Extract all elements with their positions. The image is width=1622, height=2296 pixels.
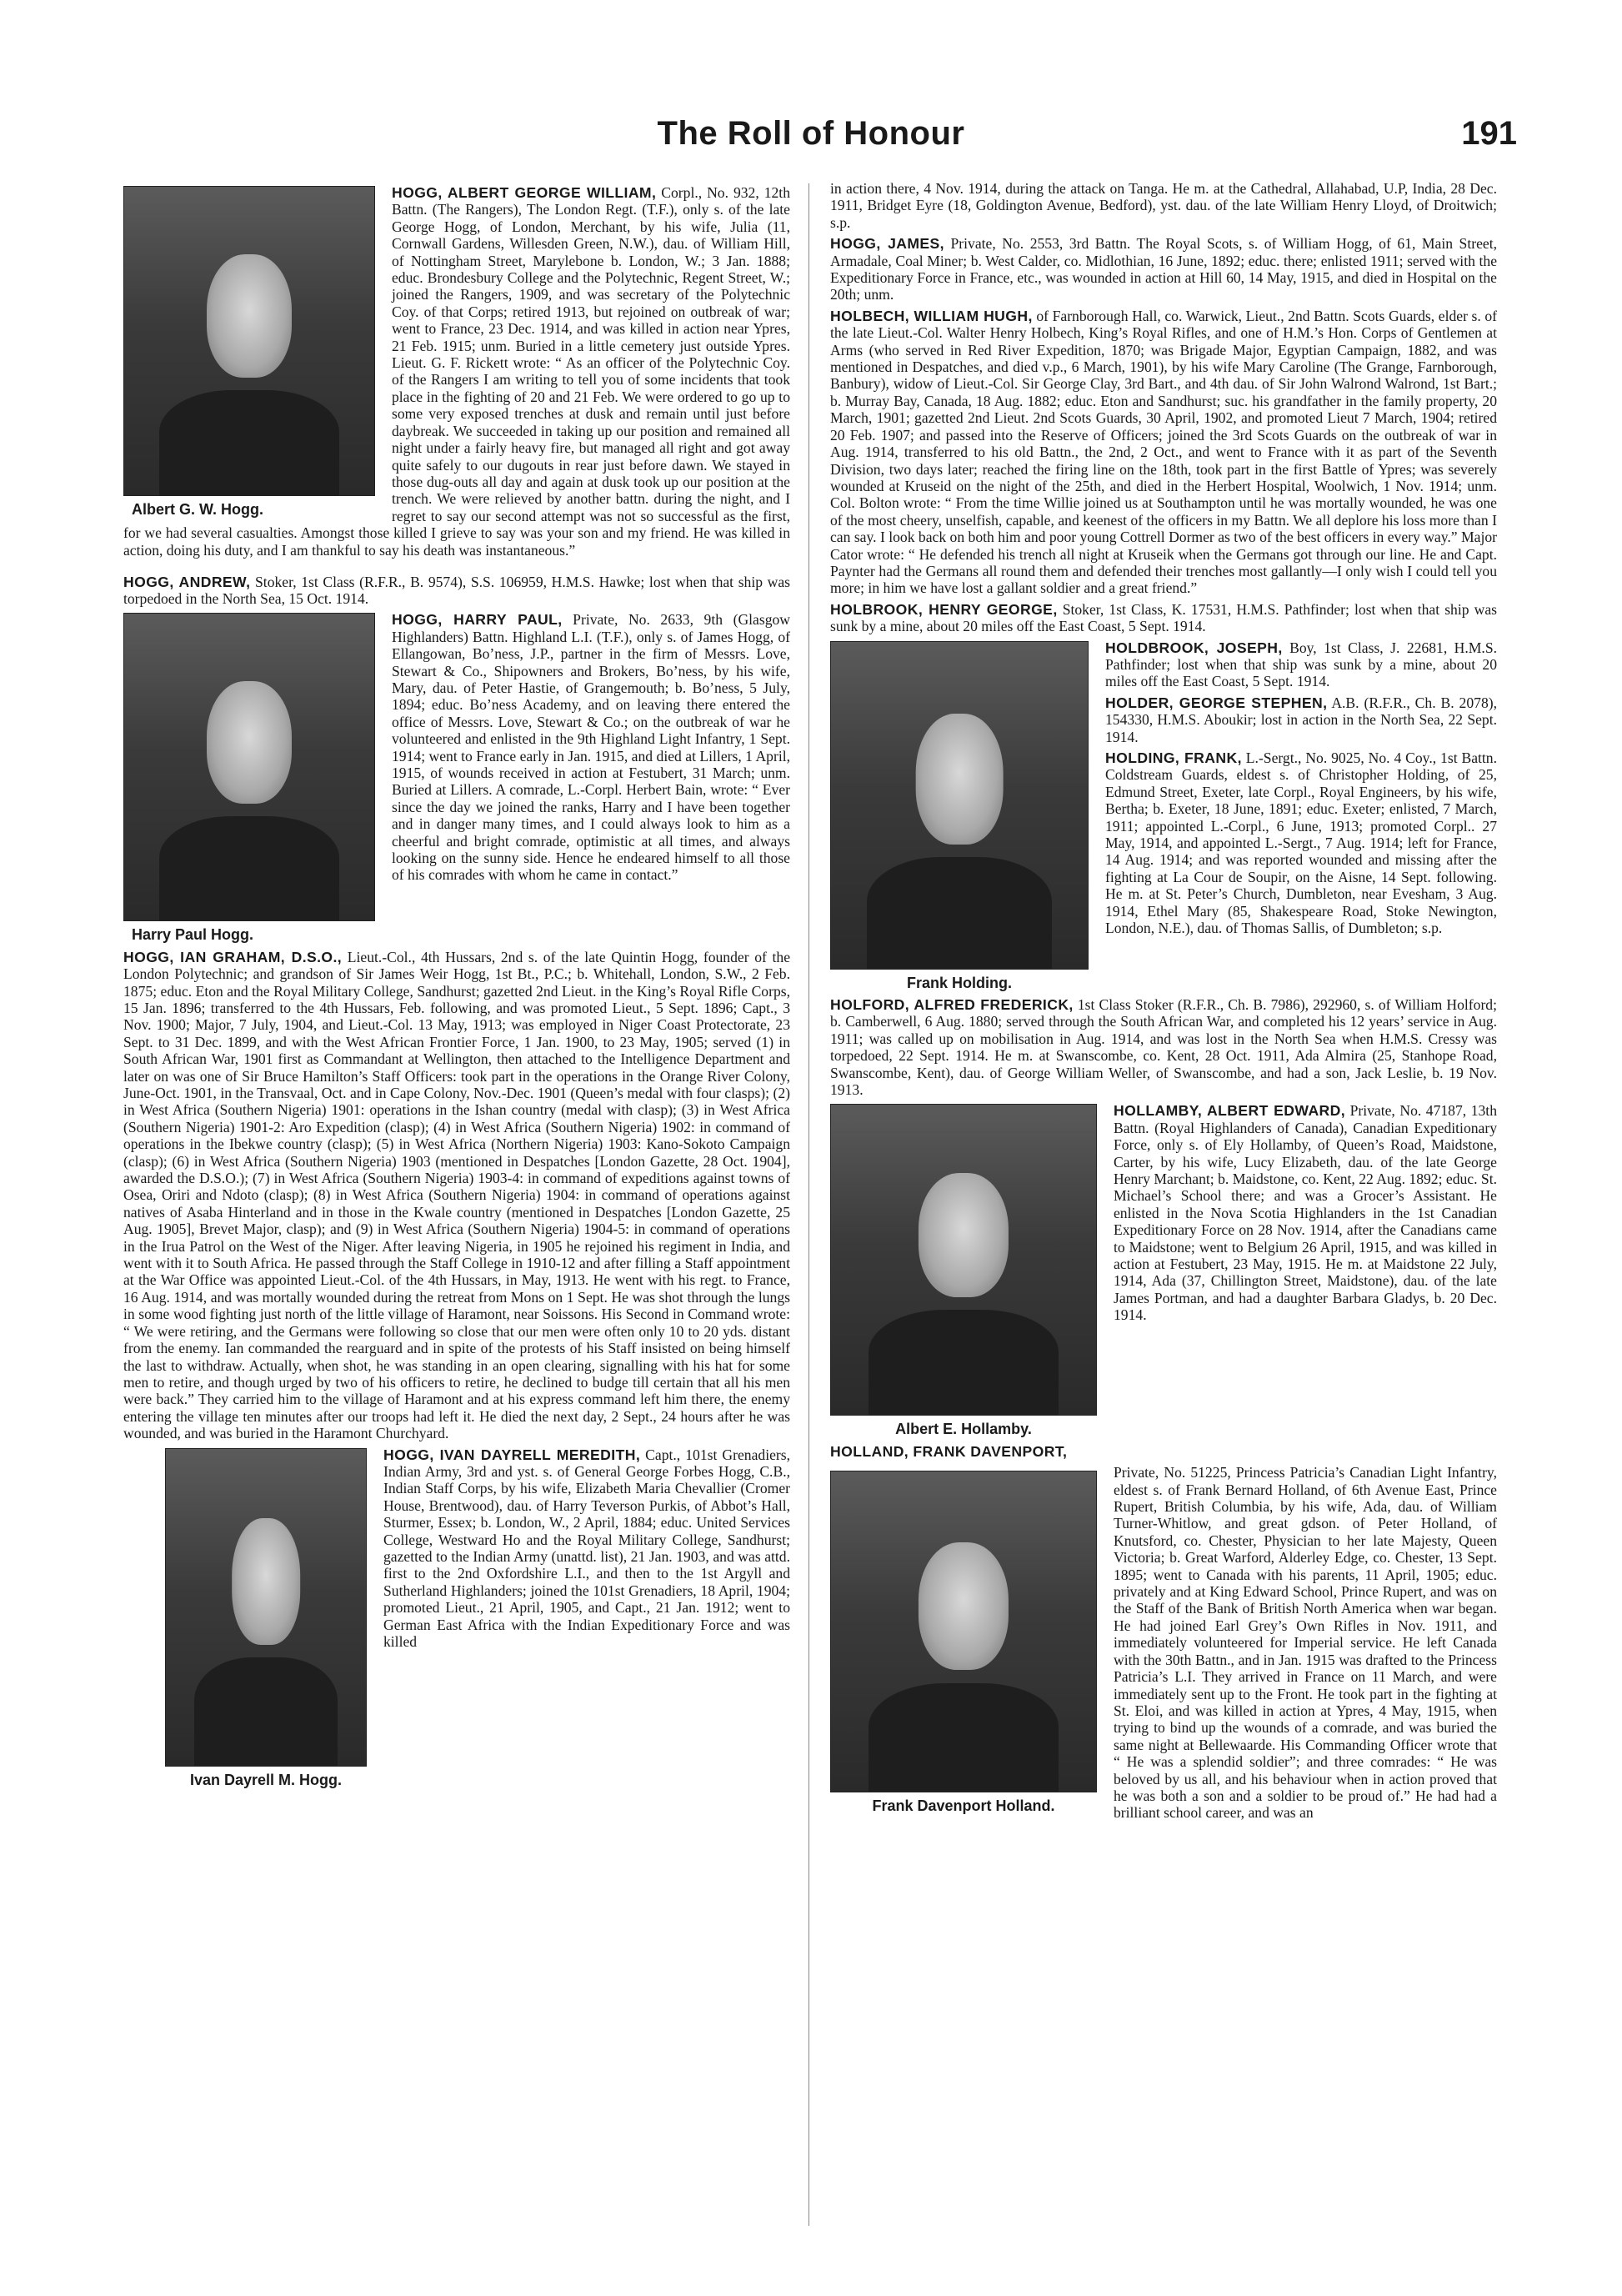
entry-name: HOGG, JAMES, xyxy=(830,235,944,253)
entry-name: HOGG, ALBERT GEORGE WILLIAM, xyxy=(392,184,657,201)
entry-text: Lieut.-Col., 4th Hussars, 2nd s. of the late Quintin Hogg, founder of the London Polytechnic; and grandson of Sir James Weir Hogg, 1st Bt., P.C.; b. Whitehall, London, S.W., 2 Feb. 1875; educ. Eton and the Royal Military College, Sandhurst; gazetted 2nd Lieut. in the King’s Royal Rifle Corps, 15 Jan. 1896; transferred to the 4th Hussars, Feb. following, and was promoted Lieut., 5 Sept. 1896; Capt., 3 Nov. 1900; Major, 7 July, 1904, and Lieut.-Col. 13 May, 1913; was employed in Niger Coast Protectorate, 23 Sept. to 31 Dec. 1899, and with the West African Frontier Force, 1 Jan. 1900, to 23 May, 1905; served (1) in South African War, 1901 first as Commandant at Wellington, then attached to the Intelligence Department and later on was one of Sir Bruce Hamilton’s Staff Officers: took part in the operations in the Orange River Colony, June-Oct. 1901, in the Transvaal, Oct. and in Cape Colony, Nov.-Dec. 1901 (Queen’s medal with four clasps); (2) in West Africa (Southern Nigeria) 1901: operations in the Ishan country (medal with clasp); (3) in West Africa (Southern Nigeria) 1901-2: Aro Expedition (clasp); (4) in West Africa (Southern Nigeria) 1902: in command of operations in the Ibekwe country (clasp); (5) in West Africa (Northern Nigeria) 1903: Kano-Sokoto Campaign (clasp); (6) in West Africa (Southern Nigeria) 1903 (mentioned in Despatches [London Gazette, 28 Oct. 1904], awarded the D.S.O.); (7) in West Africa (Southern Nigeria) 1903-4: in command of expeditions against towns of Osea, Oriri and Ndoto (clasp); (8) in West Africa (Southern Nigeria) 1904: in command of operations against natives of Asaba Hinterland and in those in the Kwale country (mentioned in Despatches [London Gazette, 25 Aug. 1905], Brevet Major, clasp); and (9) in West Africa (Southern Nigeria) 1904-5: in command of operations in the Irua Patrol on the West of the Niger. After leaving Nigeria, in 1905 he rejoined his regiment in India, and went with it to South Africa. He passed through the Staff College in 1910-12 and after filling a Staff appointment at the War Office was appointed Lieut.-Col. of the 4th Hussars, in May, 1913. He went with his regt. to France, 16 Aug. 1914, and was mortally wounded during the retreat from Mons on 1 Sept. He was shot through the lungs in some wood fighting just north of the little village of Haramont, near Soissons. His Second in Command wrote: “ We were retiring, and the Germans were following so close that our men were often only 10 to 20 yds. distant from the enemy. Ian commanded the rearguard and in spite of the protests of his Staff insisted on being himself the last to withdraw. Actually, when shot, he was standing in an open clearing, signalling with his hat for some men to retire, and though urged by two of his officers to retire, he declined to budge till certain that all his men were back.” They carried him to the village of Haramont and at his express command left him there, the enemy entering the village ten minutes after our troops had left it. He died the next day, 2 Sept., 24 hours after he was wounded, and was buried in the Haramont Churchyard. xyxy=(123,948,790,1442)
entry-name: HOLDBROOK, JOSEPH, xyxy=(1105,639,1283,656)
entry-continuation xyxy=(830,180,1497,231)
portrait-image xyxy=(165,1448,367,1767)
entry-name: HOLBECH, WILLIAM HUGH, xyxy=(830,307,1033,324)
entry-text: in action there, 4 Nov. 1914, during the attack on Tanga. He m. at the Cathedral, Allahabad, U.P, India, 28 Dec. 1911, Bridget Eyre (18, Goldington Avenue, Bedford), yst. dau. of the late William Henry Lloyd, of Droitwich; s.p. xyxy=(830,180,1497,231)
page-title: The Roll of Honour xyxy=(657,115,965,152)
entry-alfred-holford xyxy=(830,996,1497,1098)
entry-text: Boy, 1st Class, J. 22681, H.M.S. Pathfinder; lost when that ship was sunk by a mine, about 20 miles off the East Coast, 5 Sept. 1914. xyxy=(1105,639,1497,690)
entry-text: 1st Class Stoker (R.F.R., Ch. B. 7986), 292960, s. of William Holford; b. Camberwell, 6 Aug. 1880; served through the South African War, and completed his 12 years’ service in Aug. 1911; was called up on mobilisation in Aug. 1914, and was lost in the North Sea when H.M.S. Cressy was torpedoed, 22 Sept. 1914. He m. at Swanscombe, co. Kent, 28 Oct. 1911, Ada Almira (25, Stanhope Road, Swanscombe, Kent), dau. of George William Weller, of Swanscombe, and had a son, Jack Leslie, b. 19 Nov. 1913. xyxy=(830,995,1497,1098)
photo-frank-holding xyxy=(830,641,1089,991)
entry-james-hogg xyxy=(830,235,1497,303)
photo-albert-hollamby xyxy=(830,1104,1097,1437)
entry-name: HOLLAND, FRANK DAVENPORT, xyxy=(830,1442,1068,1460)
right-column xyxy=(830,180,1497,2239)
entry-henry-holbrook xyxy=(830,601,1497,635)
portrait-image xyxy=(830,641,1089,970)
entry-name: HOGG, IAN GRAHAM, D.S.O., xyxy=(123,948,343,965)
entry-name: HOLDER, GEORGE STEPHEN, xyxy=(1105,694,1328,711)
photo-frank-holland xyxy=(830,1471,1097,1814)
portrait-image xyxy=(830,1471,1097,1792)
entry-text: Capt., 101st Grenadiers, Indian Army, 3rd and yst. s. of General George Forbes Hogg, C.B., Indian Staff Corps, by his wife, Elizabeth Maria Chevallier (Cromer House, Brentwood), dau. of Harry Teverson Purkis, of Abbot’s Hall, Sturmer, Essex; b. London, W., 2 April, 1884; educ. United Services College, Westward Ho and the Royal Military College, Sandhurst; gazetted to the Indian Army (unattd. list), 21 Jan. 1903, and was attd. first to the 2nd Oxfordshire L.I., and then to the 1st Argyll and Sutherland Highlanders; joined the 101st Grenadiers, 18 April, 1904; promoted Lieut., 21 April, 1905, and Capt., 21 Jan. 1912; went to German East Africa with the Indian Expeditionary Force and was killed xyxy=(383,1446,790,1650)
photo-caption: Harry Paul Hogg. xyxy=(132,926,254,944)
photo-albert-hogg xyxy=(123,186,375,518)
left-column xyxy=(123,180,790,2239)
entry-william-holbech xyxy=(830,308,1497,597)
portrait-image xyxy=(830,1104,1097,1416)
entry-andrew-hogg xyxy=(123,574,790,608)
entry-ian-hogg xyxy=(123,949,790,1442)
entry-text: Private, No. 51225, Princess Patricia’s Canadian Light Infantry, eldest s. of Frank Bernard Holland, of 6th Avenue East, Prince Rupert, British Columbia, by his wife, Ada, dau. of William Turner-Whitlow, and great gdson. of Peter Holland, of Knutsford, co. Chester, Physician to her late Majesty, Queen Victoria; b. Great Warford, Alderley Edge, co. Chester, 13 Sept. 1895; went to Canada with his parents, 11 April, 1905; educ. privately and at King Edward School, Prince Rupert, and was on the Staff of the Bank of British North America when war began. He had joined Earl Grey’s Own Rifles in Nov. 1911, and immediately volunteered for Imperial service. He left Canada with the 30th Battn., and in Jan. 1915 was drafted to the Princess Patricia’s L.I. They arrived in France on 11 March, and were immediately sent up to the Front. He took part in the fighting at St. Eloi, and was killed in action at Ypres, 4 May, 1915, when trying to bind up the wounds of a comrade, and was buried the same night at Bellewaarde. His Commanding Officer wrote that “ He was a splendid soldier”; and three comrades: “ He was beloved by us all, and his behaviour when in action proved that he was both a son and a soldier to be proud of.” He had had a brilliant school career, and was an xyxy=(1114,1464,1497,1822)
portrait-image xyxy=(123,613,375,921)
entry-name: HOLBROOK, HENRY GEORGE, xyxy=(830,600,1058,618)
portrait-image xyxy=(123,186,375,496)
entry-text: Private, No. 47187, 13th Battn. (Royal Highlanders of Canada), Canadian Expeditionary Force, only s. of Ely Hollamby, of Queen’s Road, Maidstone, Carter, by his wife, Lucy Elizabeth, dau. of the late George Henry Marchant; b. Maidstone, co. Kent, 22 Aug. 1892; educ. St. Michael’s School there; and was a Grocer’s Assistant. He enlisted in the Nova Scotia Highlanders in the 1st Canadian Expeditionary Force on 28 Nov. 1914, after the Canadians came to Maidstone; went to Belgium 26 April, 1915, and was killed in action at Festubert, 23 May, 1915. He m. at Maidstone 22 July, 1914, Ada (37, Chillington Street, Maidstone), dau. of the late James Portman, and had a daughter Barbara Gladys, b. 20 Dec. 1914. xyxy=(1114,1102,1497,1324)
entry-name: HOGG, ANDREW, xyxy=(123,573,251,590)
entry-name: HOGG, HARRY PAUL, xyxy=(392,611,563,629)
entry-text: Private, No. 2553, 3rd Battn. The Royal Scots, s. of William Hogg, of 61, Main Street, Armadale, Coal Miner; b. West Calder, co. Midlothian, 16 June, 1892; educ. there; enlisted 1911; served with the Expeditionary Force in France, etc., was wounded in action at Hill 60, 14 May, 1915, and died in Hospital on the 20th; unm. xyxy=(830,235,1497,303)
photo-caption: Albert G. W. Hogg. xyxy=(132,501,263,518)
entry-frank-holland xyxy=(830,1443,1497,1460)
photo-caption: Frank Davenport Holland. xyxy=(872,1797,1055,1815)
photo-caption: Frank Holding. xyxy=(907,974,1012,991)
entry-name: HOGG, IVAN DAYRELL MEREDITH, xyxy=(383,1446,641,1463)
entry-text: A.B. (R.F.R., Ch. B. 2078), 154330, H.M.S. Aboukir; lost in action in the North Sea, 22 Sept. 1914. xyxy=(1105,694,1497,745)
entry-name: HOLDING, FRANK, xyxy=(1105,749,1242,766)
entry-name: HOLFORD, ALFRED FREDERICK, xyxy=(830,995,1074,1013)
photo-caption: Ivan Dayrell M. Hogg. xyxy=(189,1771,343,1788)
photo-caption: Albert E. Hollamby. xyxy=(895,1421,1032,1438)
photo-ivan-hogg xyxy=(165,1448,367,1788)
entry-text: Stoker, 1st Class, K. 17531, H.M.S. Pathfinder; lost when that ship was sunk by a mine, about 20 miles off the East Coast, 5 Sept. 1914. xyxy=(830,600,1497,635)
page-number: 191 xyxy=(1461,115,1517,152)
entry-text: L.-Sergt., No. 9025, No. 4 Coy., 1st Battn. Coldstream Guards, eldest s. of Christopher Holding, of 25, Edmund Street, Exeter, late Corpl., Royal Engineers, by his wife, Bertha; b. Exeter, 18 June, 1891; educ. Exeter; enlisted, 7 March, 1911; appointed L.-Corpl., 6 June, 1913; promoted Corpl.. 27 May, 1914, and appointed L.-Sergt., 7 Aug. 1914; left for France, 14 Aug. 1914; and was reported wounded and missing after the fighting at La Cour de Soupir, on the Aisne, 14 Sept. following. He m. at St. Peter’s Church, Dumbleton, near Evesham, 3 Aug. 1914, Ethel Mary (85, Shakespeare Road, Stoke Newington, London, N.E.), dau. of Thomas Sallis, of Dumbleton; s.p. xyxy=(1105,749,1497,937)
photo-harry-hogg xyxy=(123,613,375,943)
column-divider xyxy=(808,183,809,2226)
entry-text: Corpl., No. 932, 12th Battn. (The Rangers), The London Regt. (T.F.), only s. of the late George Hogg, of London, Merchant, by his wife, Julia (11, Cornwall Gardens, Willesden Green, N.W.), dau. of William Hill, of Nottingham Street, Marylebone b. London, W.; 3 Jan. 1888; educ. Brondesbury College and the Polytechnic, Regent Street, W.; joined the Rangers, 1909, and was secretary of the Polytechnic Coy. of that Corps; retired 1913, but rejoined on outbreak of war; went to France, 23 Dec. 1914, and was killed in action near Ypres, 21 Feb. 1915; unm. Buried in a little cemetery just outside Ypres. Lieut. G. F. Rickett wrote: “ As an officer of the Polytechnic Coy. of the Rangers I am writing to tell you of some incidents that took place in the fighting of 20 and 21 Feb. We were ordered to go up to some very exposed trenches at dusk and remain until just before daybreak. We succeeded in taking up our position and remained all night under a fairly heavy fire, but managed all right and got away quite safely to our dugouts in rear just before dawn. We stayed in those dug-outs all day and again at dusk took up our position at the trench. We were relieved by another battn. during the night, and I regret to say our second attempt was not so successful as the first, for we had several casualties. Amongst those killed I grieve to say was your son and my friend. He was killed in action, doing his duty, and I am thankful to say his death was instantaneous.” xyxy=(123,184,790,559)
entry-name: HOLLAMBY, ALBERT EDWARD, xyxy=(1114,1102,1346,1120)
entry-text: Private, No. 2633, 9th (Glasgow Highlanders) Battn. Highland L.I. (T.F.), only s. of James Hogg, of Ellangowan, Bo’ness, J.P., partner in the firm of Messrs. Love, Stewart & Co., Shipowners and Brokers, Bo’ness, by his wife, Mary, dau. of Peter Hastie, of Grangemouth; b. Bo’ness, 5 July, 1894; educ. Bo’ness Academy, and on leaving there entered the office of Messrs. Love, Stewart & Co.; on the outbreak of war he volunteered and enlisted in the 9th Highland Light Infantry, 1 Sept. 1914; went to France early in Jan. 1915, and died at Lillers, 1 April, 1915, of wounds received in action at Festubert, 31 March; unm. Buried at Lillers. A comrade, L.-Corpl. Herbert Bain, wrote: “ Ever since the day we joined the ranks, Harry and I have been together and in danger many times, and I could always look to him as a cheerful and bright comrade, optimistic at all times, and always looking on the sunny side. Hence he endeared himself to all those of his comrades with whom he came in contact.” xyxy=(392,611,790,884)
entry-text: Stoker, 1st Class (R.F.R., B. 9574), S.S. 106959, H.M.S. Hawke; lost when that ship was torpedoed in the North Sea, 15 Oct. 1914. xyxy=(123,573,790,607)
entry-text: of Farnborough Hall, co. Warwick, Lieut., 2nd Battn. Scots Guards, elder s. of the late Lieut.-Col. Walter Henry Holbech, King’s Royal Rifles, and one of H.M.’s Hon. Corps of Gentlemen at Arms (who served in Red River Expedition, 1870; was Brigade Major, Egyptian Campaign, 1882, and was mentioned in Despatches, and died v.p., 6 March, 1901), by his wife Mary Caroline (The Grange, Farnborough, Banbury), widow of Lieut.-Col. Sir George Clay, 3rd Bart., and 4th dau. of Sir John Walrond Walrond, 1st Bart.; b. Murray Bay, Canada, 18 Aug. 1882; educ. Eton and Sandhurst; suc. his grandfather in the family property, 20 March, 1901; gazetted 2nd Lieut. 2nd Scots Guards, 30 April, 1902, and promoted Lieut 7 March, 1904; retired 20 Feb. 1907; and passed into the Reserve of Officers; joined the 3rd Scots Guards on the outbreak of war in Aug. 1914, transferred to his old Battn., the 2nd, 2 Oct., and went to France with it as part of the Seventh Division, two days later; reached the firing line on the 18th, took part in the first Battle of Ypres; was severely wounded at Kruseid on the night of the 25th, and died in the Herbert Hospital, Woolwich, 1 Nov. 1914; unm. Col. Bolton wrote: “ From the time Willie joined us at Southampton until he was mortally wounded, he was one of the most cheery, unselfish, capable, and keenest of the officers in my Battn. We all deplore his loss more than I can say. I look back on both him and poor young Cottrell Dormer as two of the best officers in every way.” Major Cator wrote: “ He defended his trench all night at Kruseik when the Germans got through our line. He and Capt. Paynter had the Germans all round them and defended their trenches most gallantly—I only wish I could tell you more; in him we have lost a gallant soldier and a great friend.” xyxy=(830,307,1497,597)
